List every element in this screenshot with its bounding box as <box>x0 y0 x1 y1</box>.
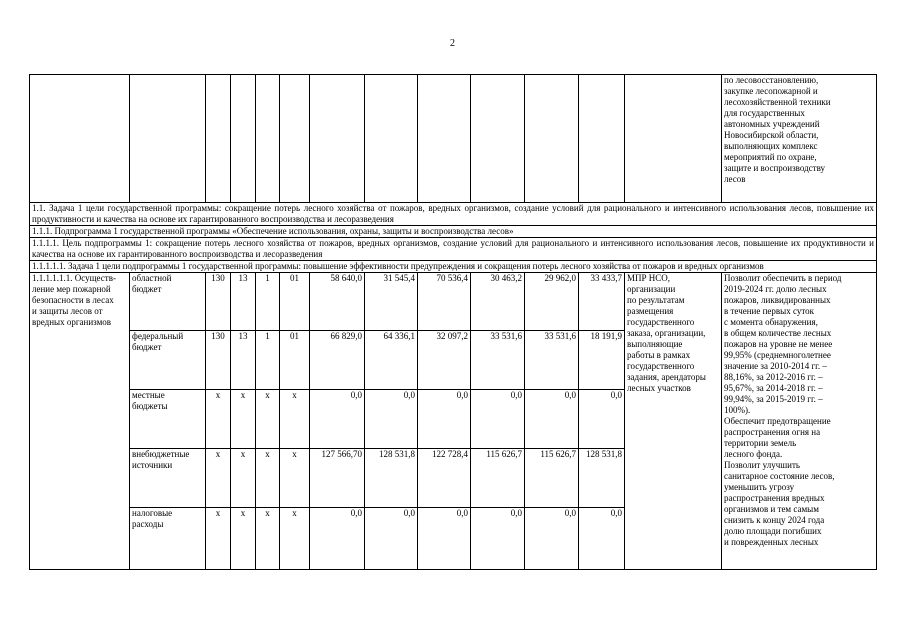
goal-row <box>30 238 877 261</box>
funding-source: налоговые расходы <box>130 508 206 570</box>
code-cell: x <box>256 508 280 570</box>
cell <box>256 75 280 203</box>
expected-result-cell: Позволит обеспечить в период 2019-2024 гг. долю лесных пожаров, ликвидированных в течение первых суток с момента обнаружения, в общем количестве лесных пожаров на уровне не менее 99,95% (среднемноголетнее значение за 2010-2014 гг. – 88,16%, за 2012-2016 гг. – 95,67%, за 2014-2018 гг. – 99,94%, за 2015-2019 гг. – 100%). Обеспечит предотвращение распространения огня на территории земель лесного фонда. Позволит улучшить санитарное состояние лесов, уменьшить угрозу распространения вредных организмов и тем самым снизить к концу 2024 года долю площади погибших и поврежденных лесных <box>722 273 877 570</box>
funding-source: областной бюджет <box>130 273 206 331</box>
amount-cell: 58 640,0 <box>310 273 365 331</box>
page-number: 2 <box>450 38 455 49</box>
amount-cell: 31 545,4 <box>365 273 418 331</box>
goal-text: 1.1.1.1. Цель подпрограммы 1: сокращение потерь лесного хозяйства от пожаров, вредных организмов, создание условий для рационального и интенсивного использования лесов, повышение их продуктивности и качества на основе их гарантированного воспроизводства и лесоразведения <box>30 238 877 261</box>
amount-cell: 0,0 <box>365 508 418 570</box>
cell <box>130 75 206 203</box>
amount-cell: 33 531,6 <box>471 331 525 390</box>
code-cell: x <box>280 508 310 570</box>
code-cell: 1 <box>256 331 280 390</box>
cell <box>418 75 471 203</box>
amount-cell: 0,0 <box>365 390 418 449</box>
task-1-1-1-1-1-text: 1.1.1.1.1. Задача 1 цели подпрограммы 1 государственной программы: повышение эффективности предупреждения и сокращения потерь лесного хозяйства от пожаров и вредных организмов <box>30 261 877 273</box>
amount-cell: 0,0 <box>418 508 471 570</box>
code-cell: x <box>206 449 231 508</box>
amount-cell: 0,0 <box>310 508 365 570</box>
code-cell: 13 <box>231 331 256 390</box>
amount-cell: 0,0 <box>418 390 471 449</box>
cell <box>579 75 625 203</box>
task-1-1-1-1-1-row <box>30 261 877 273</box>
amount-cell: 0,0 <box>471 508 525 570</box>
code-cell: x <box>231 390 256 449</box>
code-cell: 01 <box>280 331 310 390</box>
task-1-1-row <box>30 203 877 226</box>
cell <box>525 75 579 203</box>
amount-cell: 0,0 <box>525 508 579 570</box>
executor-cell: МПР НСО, организации по результатам размещения государственного заказа, организации, выполняющие работы в рамках государственного задания, арендаторы лесных участков <box>625 273 722 570</box>
amount-cell: 33 433,7 <box>579 273 625 331</box>
code-cell: x <box>256 449 280 508</box>
code-cell: x <box>231 449 256 508</box>
cell <box>231 75 256 203</box>
amount-cell: 115 626,7 <box>525 449 579 508</box>
code-cell: x <box>206 390 231 449</box>
code-cell: 13 <box>231 273 256 331</box>
task-1-1-text: 1.1. Задача 1 цели государственной программы: сокращение потерь лесного хозяйства от пожаров, вредных организмов, создание условий для рационального и интенсивного использования лесов, повышение их продуктивности и качества на основе их гарантированного воспроизводства и лесоразведения <box>30 203 877 226</box>
code-cell: x <box>206 508 231 570</box>
funding-source: внебюджетные источники <box>130 449 206 508</box>
amount-cell: 0,0 <box>471 390 525 449</box>
cell <box>625 75 722 203</box>
amount-cell: 115 626,7 <box>471 449 525 508</box>
code-cell: x <box>280 449 310 508</box>
funding-source: местные бюджеты <box>130 390 206 449</box>
amount-cell: 0,0 <box>579 390 625 449</box>
code-cell: 130 <box>206 331 231 390</box>
amount-cell: 29 962,0 <box>525 273 579 331</box>
amount-cell: 0,0 <box>525 390 579 449</box>
amount-cell: 32 097,2 <box>418 331 471 390</box>
cell <box>365 75 418 203</box>
activity-name: 1.1.1.1.1.1. Осуществ- ление мер пожарной безопасности в лесах и защиты лесов от вредных организмов <box>30 273 130 570</box>
amount-cell: 0,0 <box>310 390 365 449</box>
continuation-row <box>30 75 877 203</box>
code-cell: x <box>256 390 280 449</box>
amount-cell: 128 531,8 <box>579 449 625 508</box>
amount-cell: 0,0 <box>579 508 625 570</box>
code-cell: x <box>280 390 310 449</box>
program-table <box>29 74 877 570</box>
cell <box>471 75 525 203</box>
code-cell: 01 <box>280 273 310 331</box>
amount-cell: 70 536,4 <box>418 273 471 331</box>
amount-cell: 127 566,70 <box>310 449 365 508</box>
amount-cell: 18 191,9 <box>579 331 625 390</box>
amount-cell: 122 728,4 <box>418 449 471 508</box>
subprogram-text: 1.1.1. Подпрограмма 1 государственной программы «Обеспечение использования, охраны, защиты и воспроизводства лесов» <box>30 226 877 238</box>
cell <box>310 75 365 203</box>
code-cell: 1 <box>256 273 280 331</box>
funding-source: федеральный бюджет <box>130 331 206 390</box>
amount-cell: 33 531,6 <box>525 331 579 390</box>
amount-cell: 66 829,0 <box>310 331 365 390</box>
continuation-result-text: по лесовосстановлению, закупке лесопожарной и лесохозяйственной техники для государственных автономных учреждений Новосибирской области, выполняющих комплекс мероприятий по охране, защите и воспроизводству лесов <box>722 75 877 203</box>
amount-cell: 128 531,8 <box>365 449 418 508</box>
code-cell: 130 <box>206 273 231 331</box>
subprogram-row <box>30 226 877 238</box>
cell <box>206 75 231 203</box>
cell <box>30 75 130 203</box>
amount-cell: 64 336,1 <box>365 331 418 390</box>
code-cell: x <box>231 508 256 570</box>
amount-cell: 30 463,2 <box>471 273 525 331</box>
cell <box>280 75 310 203</box>
table-row <box>30 273 877 331</box>
